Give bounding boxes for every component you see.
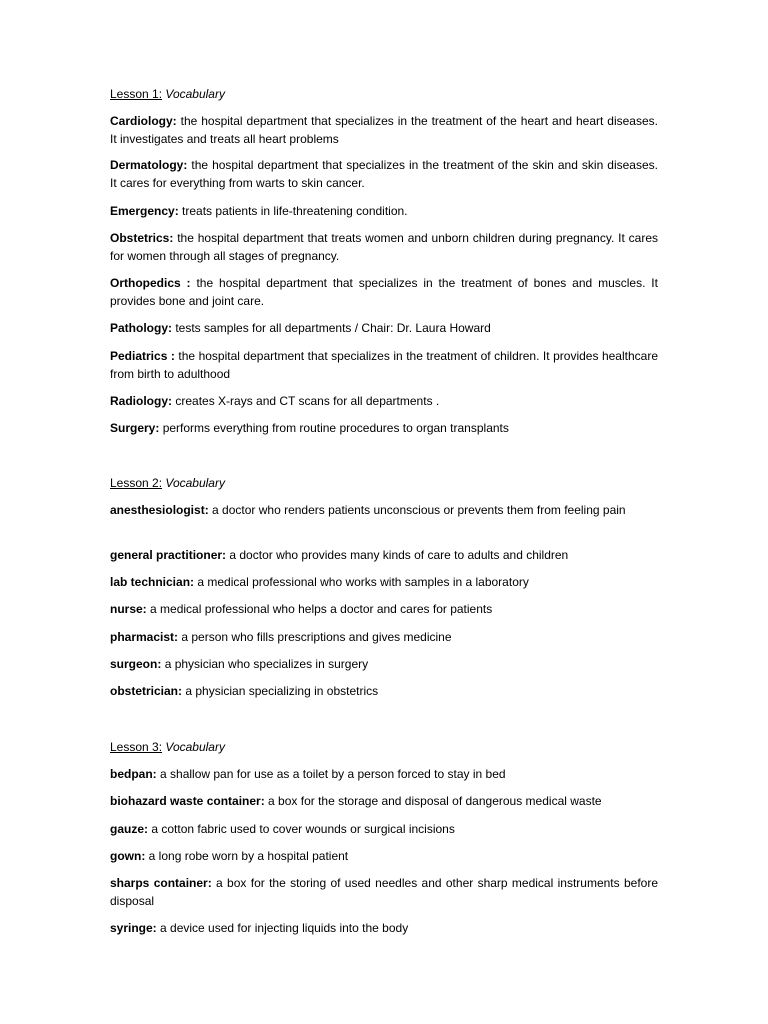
- vocab-term: Dermatology:: [110, 158, 188, 172]
- vocab-term: obstetrician:: [110, 684, 183, 698]
- vocab-entry: [110, 920, 658, 938]
- vocab-entry: [110, 848, 658, 866]
- vocab-term: Pathology:: [110, 321, 172, 335]
- vocab-entry: [110, 320, 658, 338]
- vocab-entry: [110, 875, 658, 910]
- vocab-definition: a doctor who provides many kinds of care to adults and children: [229, 548, 569, 562]
- vocab-term: nurse:: [110, 602, 147, 616]
- vocab-definition: creates X-rays and CT scans for all departments .: [175, 394, 440, 408]
- vocab-definition: treats patients in life-threatening condition.: [182, 204, 408, 218]
- vocab-term: biohazard waste container:: [110, 794, 265, 808]
- vocab-term: lab technician:: [110, 575, 195, 589]
- vocab-definition: a shallow pan for use as a toilet by a person forced to stay in bed: [160, 767, 506, 781]
- vocab-term: Radiology:: [110, 394, 172, 408]
- vocab-entry: [110, 275, 658, 310]
- vocab-entry: [110, 230, 658, 265]
- vocab-definition: the hospital department that specializes in the treatment of children. It provides healthcare from birth to adulthood: [110, 349, 659, 381]
- vocab-entry: [110, 601, 658, 619]
- vocab-entry: [110, 683, 658, 701]
- vocab-entry: [110, 547, 658, 565]
- vocab-entry: [110, 393, 658, 411]
- vocab-definition: a medical professional who helps a doctor and cares for patients: [150, 602, 493, 616]
- vocab-term: gown:: [110, 849, 146, 863]
- vocab-entry: [110, 574, 658, 592]
- vocab-entry: [110, 766, 658, 784]
- lesson-2-heading: [110, 475, 225, 491]
- vocab-term: pharmacist:: [110, 630, 179, 644]
- vocab-definition: a person who fills prescriptions and gives medicine: [181, 630, 452, 644]
- vocab-definition: a long robe worn by a hospital patient: [148, 849, 349, 863]
- vocab-definition: the hospital department that specializes in the treatment of bones and muscles. It provides bone and joint care.: [110, 276, 658, 308]
- vocab-definition: the hospital department that specializes in the treatment of the skin and skin diseases. It cares for everything from warts to skin cancer.: [110, 158, 658, 190]
- vocab-term: Surgery:: [110, 421, 160, 435]
- vocab-entry: [110, 821, 658, 839]
- vocab-entry: [110, 348, 658, 383]
- vocab-term: Pediatrics :: [110, 349, 175, 363]
- vocab-term: Cardiology:: [110, 114, 177, 128]
- lesson-subtitle: Vocabulary: [165, 476, 225, 490]
- lesson-1-heading: [110, 86, 225, 102]
- vocab-term: surgeon:: [110, 657, 162, 671]
- vocab-entry: [110, 656, 658, 674]
- vocab-term: Orthopedics :: [110, 276, 191, 290]
- vocab-term: sharps container:: [110, 876, 212, 890]
- vocab-term: Emergency:: [110, 204, 179, 218]
- vocab-entry: [110, 113, 658, 148]
- vocab-definition: the hospital department that specializes in the treatment of the heart and heart diseases. It investigates and treats all heart problems: [110, 114, 658, 146]
- vocab-entry: [110, 629, 658, 647]
- vocab-entry: [110, 203, 658, 221]
- vocab-entry: [110, 502, 658, 520]
- vocab-definition: the hospital department that treats women and unborn children during pregnancy. It cares for women through all stages of pregnancy.: [110, 231, 658, 263]
- vocab-term: gauze:: [110, 822, 149, 836]
- vocab-definition: a medical professional who works with samples in a laboratory: [197, 575, 529, 589]
- lesson-label: Lesson 1:: [110, 87, 163, 101]
- vocab-definition: a cotton fabric used to cover wounds or surgical incisions: [151, 822, 455, 836]
- lesson-subtitle: Vocabulary: [165, 87, 225, 101]
- lesson-label: Lesson 3:: [110, 740, 163, 754]
- lesson-label: Lesson 2:: [110, 476, 163, 490]
- lesson-3-heading: [110, 739, 225, 755]
- vocab-term: anesthesiologist:: [110, 503, 209, 517]
- vocab-definition: performs everything from routine procedures to organ transplants: [162, 421, 509, 435]
- lesson-subtitle: Vocabulary: [165, 740, 225, 754]
- vocab-definition: a doctor who renders patients unconscious or prevents them from feeling pain: [212, 503, 626, 517]
- vocab-entry: [110, 420, 658, 438]
- vocab-term: bedpan:: [110, 767, 157, 781]
- vocab-entry: [110, 157, 658, 192]
- vocab-entry: [110, 793, 658, 811]
- vocab-definition: a box for the storage and disposal of dangerous medical waste: [268, 794, 602, 808]
- vocab-term: syringe:: [110, 921, 157, 935]
- vocab-term: general practitioner:: [110, 548, 227, 562]
- vocab-definition: a physician specializing in obstetrics: [185, 684, 379, 698]
- vocab-definition: tests samples for all departments / Chair: Dr. Laura Howard: [175, 321, 491, 335]
- vocab-definition: a physician who specializes in surgery: [164, 657, 369, 671]
- vocab-definition: a box for the storing of used needles and other sharp medical instruments before disposal: [110, 876, 658, 908]
- vocab-definition: a device used for injecting liquids into the body: [160, 921, 409, 935]
- vocab-term: Obstetrics:: [110, 231, 174, 245]
